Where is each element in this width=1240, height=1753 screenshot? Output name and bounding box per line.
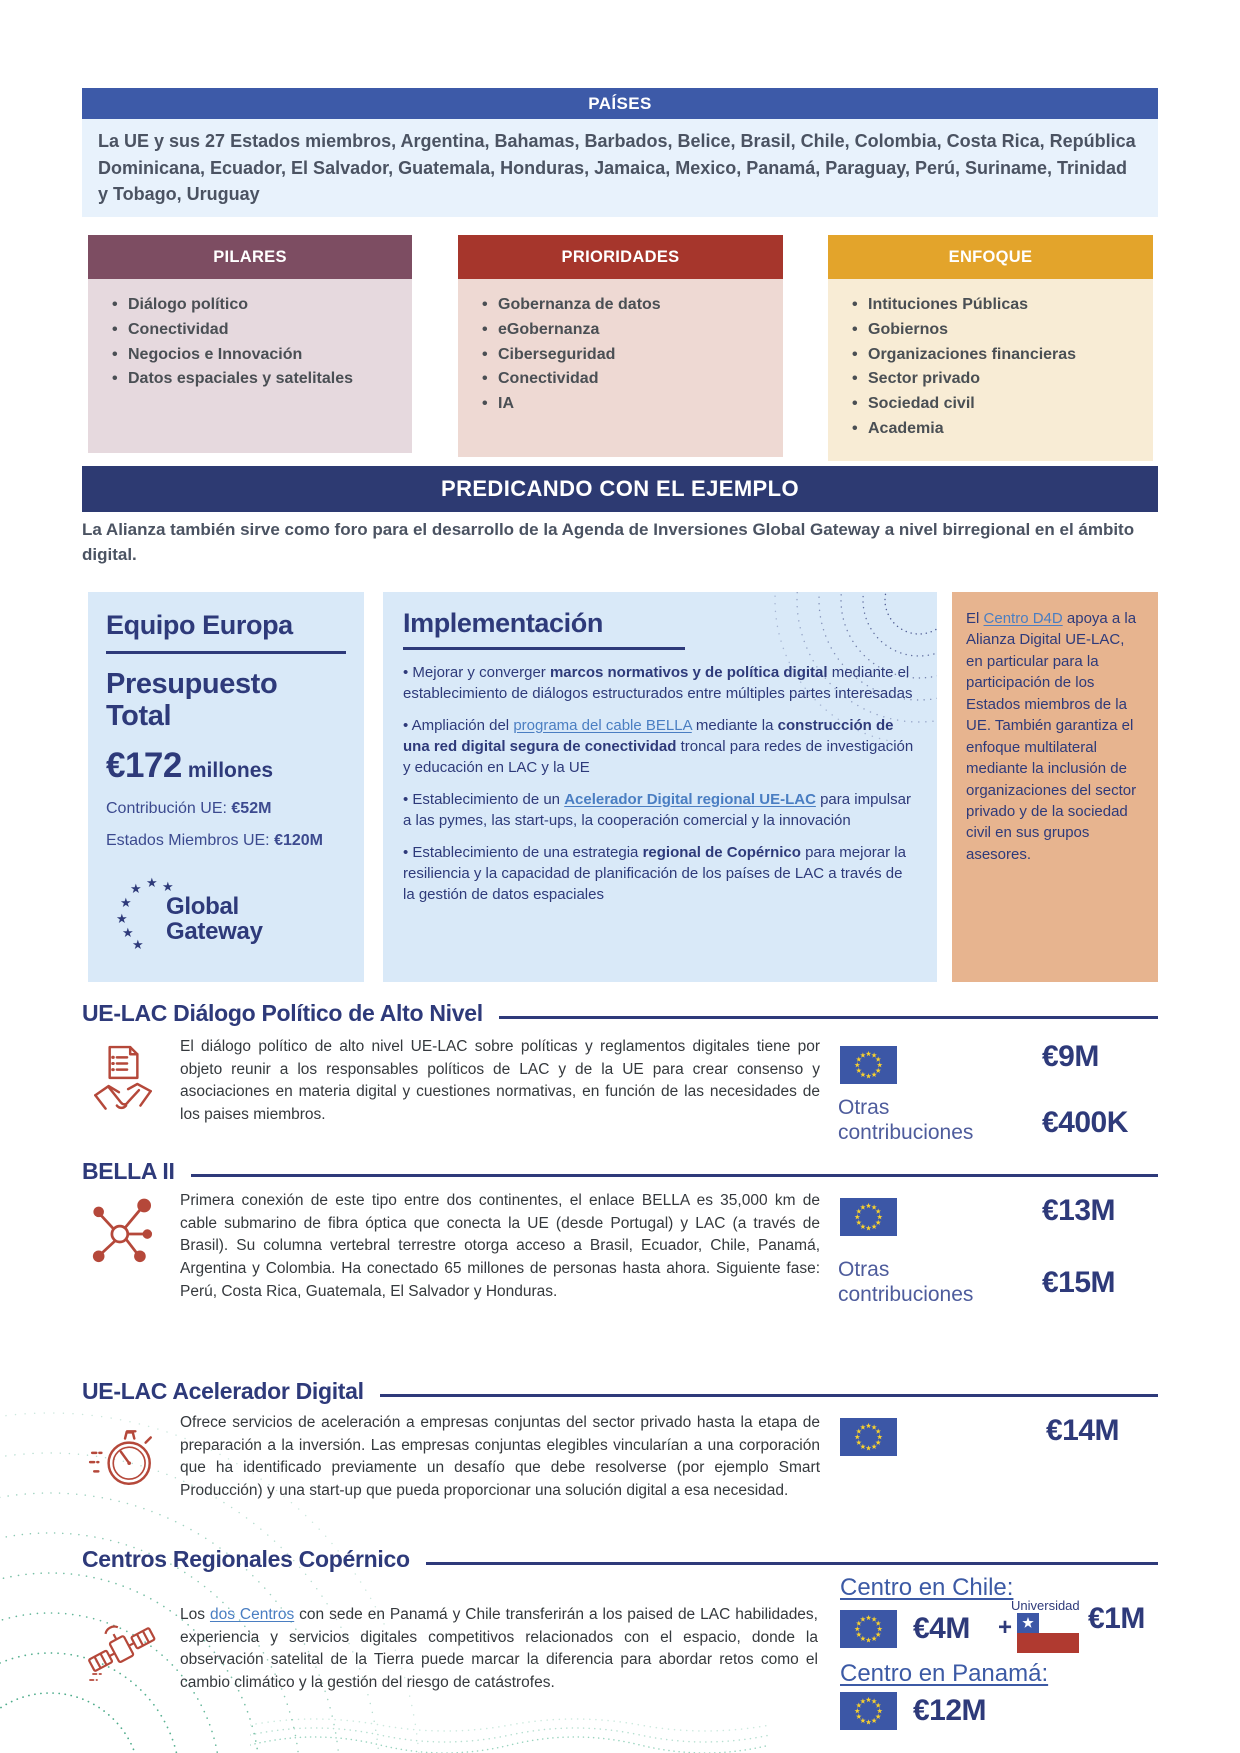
paises-country-list: La UE y sus 27 Estados miembros, Argentina, Bahamas, Barbados, Belice, Brasil, Chile, Colombia, Costa Rica, República Dominicana, Ecuador, El Salvador, Guatemala, Honduras, Jamaica, Mexico, Panamá, Paraguay, Perú, Suriname, Trinidad y Tobago, Uruguay <box>82 119 1158 217</box>
implementacion-title: Implementación <box>403 608 603 638</box>
network-icon <box>88 1196 158 1270</box>
eu-flag-icon <box>840 1046 897 1084</box>
implementacion-bullet: • Establecimiento de un Acelerador Digital regional UE-LAC para impulsar a las pymes, las start-ups, la cooperación comercial y la innovación <box>403 790 911 829</box>
global-gateway-logo <box>116 876 346 956</box>
d4d-hub-box <box>952 592 1158 982</box>
pilares-header: PILARES <box>88 235 412 279</box>
enfoque-header: ENFOQUE <box>828 235 1153 279</box>
section-paragraph: Ofrece servicios de aceleración a empresas conjuntas del sector privado hasta la etapa de preparación a la inversión. Las empresas conjuntas elegibles vincularían a una corporación que ha identificado previamente un desafío que debe resolverse (por ejemplo Smart Producción) y una start-up que pueda proporcionar una solución digital a esa necesidad. <box>180 1414 820 1499</box>
enfoque-item: • Academia <box>844 417 1143 442</box>
eu-flag-icon <box>840 1198 897 1236</box>
section-heading-dialogo <box>82 1000 1158 1027</box>
chile-flag-icon <box>1017 1613 1079 1653</box>
equipo-europa-box <box>88 592 364 982</box>
heading-rule <box>499 1016 1158 1019</box>
enfoque-item: • Organizaciones financieras <box>844 343 1143 368</box>
funding-amount-eu: €9M <box>1042 1040 1099 1073</box>
enfoque-list <box>828 279 1153 461</box>
divider <box>403 647 685 650</box>
star-arc-icon: ★ ★ ★ ★ ★ ★ ★ <box>116 875 174 953</box>
prioridades-item: • Gobernanza de datos <box>474 293 773 318</box>
satellite-icon <box>85 1612 159 1688</box>
prioridades-item: • Ciberseguridad <box>474 343 773 368</box>
paises-title: PAÍSES <box>588 94 652 113</box>
implementacion-bullet: • Ampliación del programa del cable BELLA mediante la construcción de una red digital segura de conectividad troncal para redes de investigación y educación en LAC y la UE <box>403 716 914 776</box>
implementacion-bullet: • Mejorar y converger marcos normativos y de política digital mediante el establecimiento de diálogos estructurados entre múltiples partes interesadas <box>403 663 913 702</box>
enfoque-item: • Sector privado <box>844 367 1143 392</box>
member-states-line: Estados Miembros UE: €120M <box>106 832 323 850</box>
funding-amount-eu: €13M <box>1042 1194 1116 1227</box>
section-paragraph: El diálogo político de alto nivel UE-LAC sobre políticas y reglamentos digitales tiene por objeto reunir a los responsables políticos de LAC y de la UE para crear consenso y asociaciones en materia digital y cuestiones normativas, en función de las necesidades de los paises miembros. <box>180 1038 820 1123</box>
other-contributions-label: Otras contribuciones <box>838 1258 974 1306</box>
section-banner: PREDICANDO CON EL EJEMPLO <box>82 466 1158 512</box>
funding-amount-eu: €14M <box>1046 1414 1120 1447</box>
centro-chile-link[interactable]: Centro en Chile: <box>840 1574 1014 1601</box>
inline-link[interactable]: programa del cable BELLA <box>513 716 692 734</box>
prioridades-item: • IA <box>474 392 773 417</box>
section-title: UE-LAC Acelerador Digital <box>82 1378 364 1404</box>
total-budget-amount: €172 millones <box>106 746 274 786</box>
pilares-item: • Negocios e Innovación <box>104 343 402 368</box>
divider <box>106 651 346 654</box>
presupuesto-total-label: Presupuesto Total <box>106 667 278 732</box>
implementacion-box <box>383 592 937 982</box>
funding-amount-chile-partner: €1M <box>1088 1602 1145 1635</box>
prioridades-item: • Conectividad <box>474 367 773 392</box>
enfoque-item: • Sociedad civil <box>844 392 1143 417</box>
d4d-paragraph: El Centro D4D apoya a la Alianza Digital UE-LAC, en particular para la participación de los Estados miembros de la UE. También garantiza el enfoque multilateral mediante la inclusión de organizaciones del sector privado y de la sociedad civil en sus grupos asesores. <box>966 610 1137 863</box>
funding-amount-panama-eu: €12M <box>913 1694 987 1727</box>
section-title: BELLA II <box>82 1158 175 1184</box>
section-heading-copernico <box>82 1546 1158 1573</box>
prioridades-header: PRIORIDADES <box>458 235 783 279</box>
heading-rule <box>380 1394 1158 1397</box>
handshake-document-icon <box>92 1044 154 1124</box>
prioridades-list <box>458 279 783 457</box>
heading-rule <box>191 1174 1158 1177</box>
funding-amount-chile-eu: €4M <box>913 1612 970 1645</box>
pilares-item: • Datos espaciales y satelitales <box>104 367 402 392</box>
other-contributions-label: Otras contribuciones <box>838 1096 974 1144</box>
stopwatch-icon <box>88 1420 158 1494</box>
eu-flag-icon <box>840 1610 897 1648</box>
eu-flag-icon <box>840 1418 897 1456</box>
paises-header <box>82 88 1158 119</box>
universidad-label: Universidad <box>1011 1598 1080 1613</box>
pilares-item: • Conectividad <box>104 318 402 343</box>
inline-link[interactable]: dos Centros <box>209 1606 295 1623</box>
funding-amount-other: €400K <box>1042 1106 1128 1139</box>
heading-rule <box>426 1562 1158 1565</box>
section-heading-acelerador <box>82 1378 1158 1405</box>
section-paragraph: Los dos Centros con sede en Panamá y Chile transferirán a los paised de LAC habilidades, experiencia y servicios digitales competitivos relacionados con el espacio, donde la observación satelital de la Tierra puede marcar la diferencia para abordar retos como el cambio climático y la gestión del riesgo de catástrofes. <box>180 1606 818 1691</box>
eu-contribution-line: Contribución UE: €52M <box>106 800 272 818</box>
pilares-list <box>88 279 412 453</box>
inline-link[interactable]: Centro D4D <box>983 610 1063 627</box>
intro-paragraph: La Alianza también sirve como foro para el desarrollo de la Agenda de Inversiones Global Gateway a nivel birregional en el ámbito digital. <box>82 520 1135 564</box>
section-heading-bella <box>82 1158 1158 1185</box>
section-title: UE-LAC Diálogo Político de Alto Nivel <box>82 1000 483 1026</box>
enfoque-item: • Intituciones Públicas <box>844 293 1143 318</box>
section-title: Centros Regionales Copérnico <box>82 1546 410 1572</box>
inline-link[interactable]: Acelerador Digital regional UE-LAC <box>564 790 816 808</box>
dotted-wave-decoration <box>250 1699 770 1753</box>
centro-panama-link[interactable]: Centro en Panamá: <box>840 1660 1049 1687</box>
pilares-item: • Diálogo político <box>104 293 402 318</box>
eu-flag-icon <box>840 1692 897 1730</box>
funding-amount-other: €15M <box>1042 1266 1116 1299</box>
implementacion-bullet: • Establecimiento de una estrategia regional de Copérnico para mejorar la resiliencia y la capacidad de planificación de los países de LAC a través de la gestión de datos espaciales <box>403 843 906 903</box>
plus-sign: + <box>998 1614 1013 1641</box>
prioridades-item: • eGobernanza <box>474 318 773 343</box>
global-gateway-wordmark: Global Gateway <box>166 893 263 946</box>
enfoque-item: • Gobiernos <box>844 318 1143 343</box>
section-paragraph: Primera conexión de este tipo entre dos continentes, el enlace BELLA es 35,000 km de cable submarino de fibra óptica que conecta la UE (desde Portugal) y LAC (a través de Brasil). Su columna vertebral terrestre otorga acceso a Brasil, Ecuador, Chile, Panamá, Argentina y Colombia. Ha conectado 65 millones de personas hasta ahora. Siguiente fase: Perú, Costa Rica, Guatemala, El Salvador y Honduras. <box>180 1192 820 1300</box>
equipo-europa-title: Equipo Europa <box>106 610 293 640</box>
